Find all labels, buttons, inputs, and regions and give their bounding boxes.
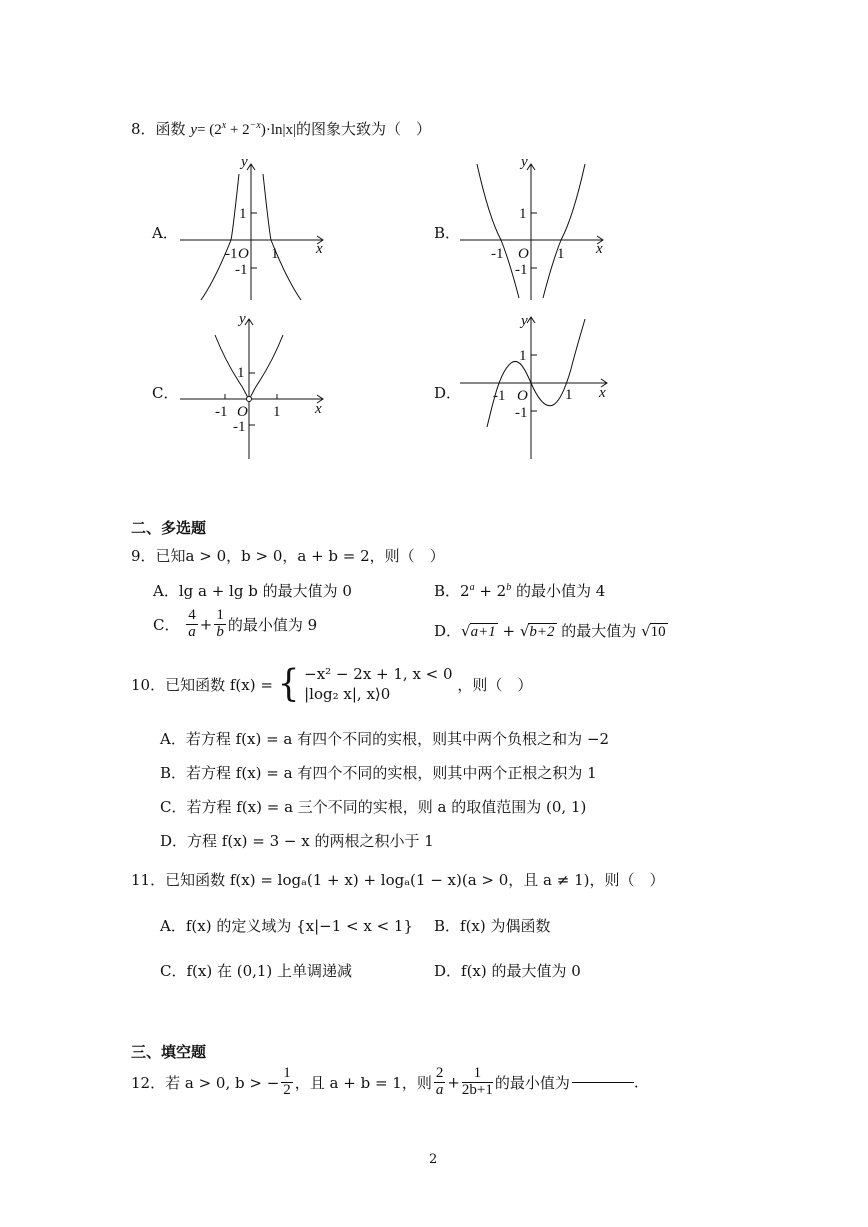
q9-d-sqrt1: a+1 (470, 624, 496, 640)
q8-option-d-label: D． (434, 384, 462, 402)
graph-b-y-label: y (521, 154, 528, 170)
q12-end: . (633, 1073, 639, 1092)
graph-b (455, 150, 615, 305)
graph-d-neg-one-y: -1 (515, 405, 528, 421)
section3-title: 三、填空题 (131, 1043, 207, 1061)
q10-piece1: −x² − 2x + 1, x < 0 (304, 665, 453, 683)
graph-d-one-y: 1 (519, 348, 527, 364)
q11-option-c: C．f(x) 在 (0,1) 上单调递减 (160, 962, 353, 980)
graph-b-one-x: 1 (557, 246, 565, 262)
graph-d-one-x: 1 (565, 387, 573, 403)
q9-c-plus: + (199, 615, 213, 634)
q8-stem-post: 的图象大致为（ ） (296, 120, 432, 138)
q11-option-a: A．f(x) 的定义域为 {x|−1 < x < 1} (160, 917, 414, 935)
graph-a-x-label: x (316, 241, 323, 257)
graph-b-neg-one-y: -1 (515, 262, 528, 278)
q10-brace: { (277, 662, 300, 707)
q8-formula-lhs: y (190, 122, 198, 138)
q9-option-c (153, 608, 317, 641)
q9-b-pre: B．2 (434, 582, 470, 600)
graph-c-one-y: 1 (237, 365, 245, 381)
q9-c-frac2: $\frac{1}{b}$ (216, 607, 224, 640)
graph-a-origin: O (238, 246, 249, 262)
q8-formula-rhs: = (2 (197, 122, 222, 138)
graph-a-one-x: 1 (271, 246, 279, 262)
q9-d-label: D． (434, 622, 462, 640)
q8-formula-mid: + 2 (226, 122, 250, 138)
q12-pre: 12．若 a > 0, b > − (131, 1073, 280, 1092)
q11-option-d: D．f(x) 的最大值为 0 (434, 962, 581, 980)
graph-d-neg-one-x: -1 (493, 388, 506, 404)
q12-frac-2b1: $\frac{1}{2b+1}$ (461, 1065, 493, 1098)
q11-option-b: B．f(x) 为偶函数 (434, 917, 551, 935)
graph-c (175, 313, 335, 463)
graph-b-neg-one-x: -1 (491, 246, 504, 262)
q12-post: 的最小值为 (494, 1073, 570, 1092)
q10-option-d: D．方程 f(x) = 3 − x 的两根之积小于 1 (160, 832, 434, 850)
graph-c-x-label: x (315, 401, 322, 417)
q9-b-post: 的最小值为 4 (511, 582, 606, 600)
q12-frac-2a: $\frac{2}{a}$ (435, 1065, 444, 1098)
q9-d-mid: 的最大值为 (556, 622, 642, 640)
q9-d-sqrt2: b+2 (529, 624, 555, 640)
q10-stem-pre: 10．已知函数 f(x) = (131, 675, 273, 694)
q9-b-sup2: b (506, 582, 512, 593)
q9-d-sqrt3: 10 (650, 624, 666, 640)
q12-mid: ，且 a + b = 1，则 (294, 1073, 432, 1092)
q8-stem-pre: 函数 (155, 120, 186, 138)
graph-c-origin: O (237, 404, 248, 420)
q9-c-post: 的最小值为 9 (227, 615, 318, 634)
q8-formula-exp2: −x (249, 120, 261, 131)
graph-a-y-label: y (241, 154, 248, 170)
q10-option-a: A．若方程 f(x) = a 有四个不同的实根，则其中两个负根之和为 −2 (160, 730, 610, 748)
q8-formula-end: )·ln|x| (260, 122, 297, 138)
graph-d (455, 313, 615, 463)
graph-c-neg-one-x: -1 (215, 404, 228, 420)
q10-piece2: |log₂ x|, x⟩0 (304, 685, 391, 704)
q12-plus: + (447, 1073, 460, 1092)
q11-stem: 11．已知函数 f(x) = logₐ(1 + x) + logₐ(1 − x)(a > 0，且 a ≠ 1)，则（ ） (131, 871, 665, 889)
page-number: 2 (429, 1152, 438, 1167)
graph-d-y-label: y (521, 313, 528, 329)
q10-option-b: B．若方程 f(x) = a 有四个不同的实根，则其中两个正根之积为 1 (160, 764, 597, 782)
q9-option-d: D．√a+1 + √b+2 的最大值为 √10 (434, 622, 666, 640)
q12-answer-blank[interactable] (572, 1082, 634, 1083)
q8-stem (131, 118, 431, 139)
graph-a-neg-one-y: -1 (235, 262, 248, 278)
q9-option-b (434, 580, 605, 601)
graph-b-origin: O (518, 246, 529, 262)
graph-d-x-label: x (599, 385, 606, 401)
q8-formula-exp1: x (221, 120, 227, 131)
q9-option-a: A．lg a + lg b 的最大值为 0 (153, 582, 352, 600)
q9-b-mid: + 2 (474, 582, 507, 600)
q8-option-a-label: A． (152, 224, 178, 242)
q9-d-plus: + (497, 622, 520, 640)
q9-c-frac1: $\frac{4}{a}$ (188, 607, 196, 640)
graph-c-y-label: y (239, 313, 246, 327)
graph-a (175, 150, 335, 305)
q10-pieces (304, 664, 452, 705)
q10-stem (131, 664, 532, 705)
q8-option-c-label: C． (152, 384, 179, 402)
q9-stem: 9．已知a > 0，b > 0，a + b = 2，则（ ） (131, 547, 445, 565)
q10-stem-post: ，则（ ） (457, 675, 533, 694)
q9-c-label: C． (153, 615, 180, 634)
graph-a-neg-one-x: -1 (225, 246, 238, 262)
q8-option-b-label: B． (434, 224, 461, 242)
graph-c-neg-one-y: -1 (233, 419, 246, 435)
graph-c-one-x: 1 (273, 404, 281, 420)
q9-b-sup1: a (469, 582, 475, 593)
graph-b-one-y: 1 (519, 206, 527, 222)
q8-number: 8． (131, 120, 156, 138)
section2-title: 二、多选题 (131, 519, 207, 537)
graph-d-origin: O (517, 388, 528, 404)
q12-frac-half: $\frac{1}{2}$ (283, 1065, 291, 1098)
graph-b-x-label: x (596, 241, 603, 257)
q12-stem (131, 1066, 639, 1099)
graph-a-one-y: 1 (239, 206, 247, 222)
q10-option-c: C．若方程 f(x) = a 三个不同的实根，则 a 的取值范围为 (0, 1) (160, 798, 587, 816)
